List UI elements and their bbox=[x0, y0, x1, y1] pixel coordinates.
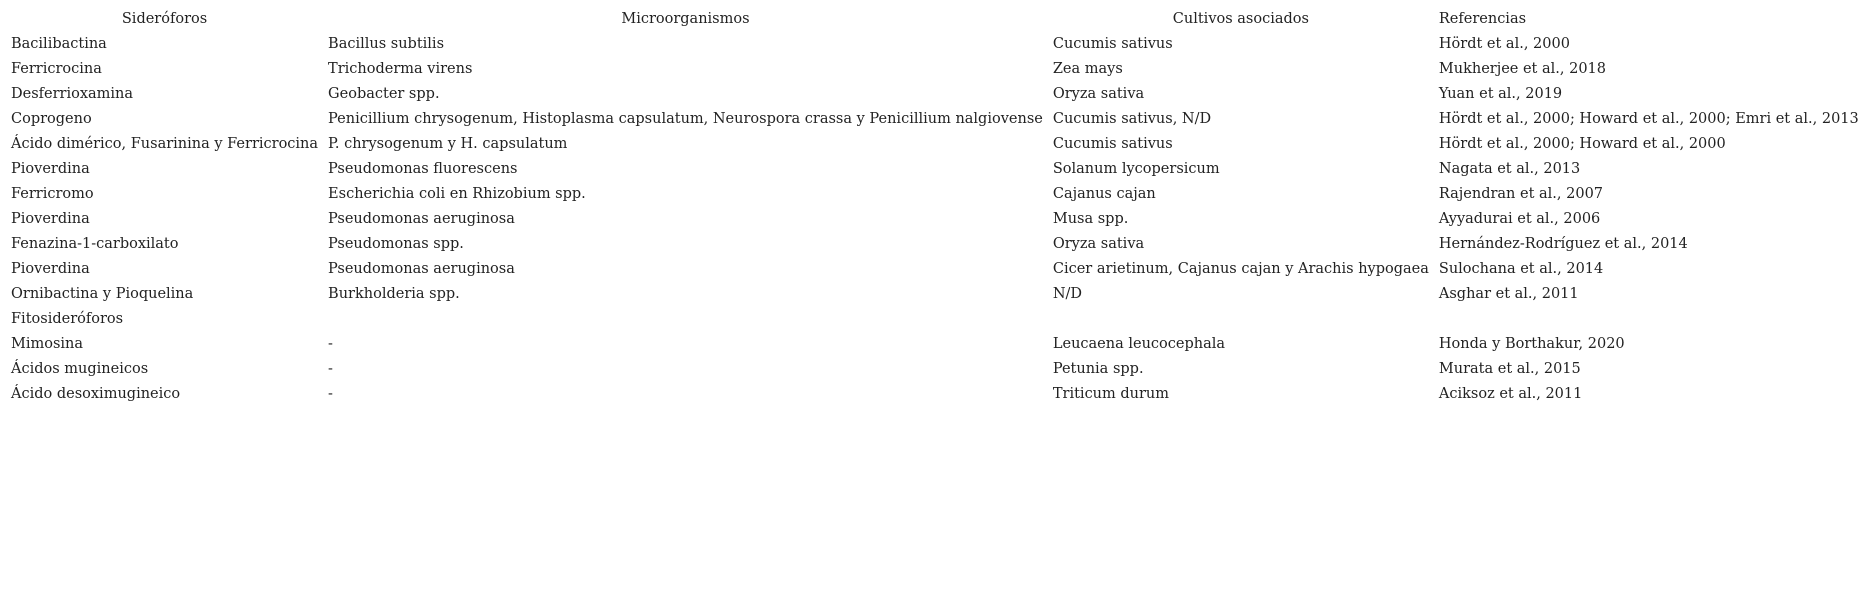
cell-referencia: Ayyadurai et al., 2006 bbox=[1438, 211, 1601, 227]
table-row bbox=[6, 57, 1864, 82]
cell-cultivo: Cucumis sativus bbox=[1052, 136, 1173, 152]
table-row bbox=[6, 357, 1864, 382]
cell-cultivo: Leucaena leucocephala bbox=[1052, 336, 1226, 352]
cell-microorganismo: Geobacter spp. bbox=[328, 86, 440, 102]
cell-microorganismo: P. chrysogenum y H. capsulatum bbox=[328, 136, 568, 152]
cell-cultivo: Solanum lycopersicum bbox=[1052, 161, 1220, 177]
table-row bbox=[6, 132, 1864, 157]
cell-microorganismo bbox=[323, 307, 1048, 332]
header-referencias: Referencias bbox=[1438, 11, 1527, 27]
cell-referencia: Hördt et al., 2000; Howard et al., 2000; Emri et al., 2013 bbox=[1438, 111, 1859, 127]
cell-sideroforo: Ornibactina y Pioquelina bbox=[11, 286, 194, 302]
cell-sideroforo: Desferrioxamina bbox=[11, 86, 134, 102]
cell-cultivo: Cucumis sativus, N/D bbox=[1052, 111, 1212, 127]
table-body bbox=[6, 32, 1864, 407]
table-header bbox=[6, 7, 1864, 32]
cell-sideroforo: Ferricromo bbox=[11, 186, 94, 202]
section-row-fitosideroforos bbox=[6, 307, 1864, 332]
cell-cultivo: N/D bbox=[1052, 286, 1083, 302]
cell-referencia: Aciksoz et al., 2011 bbox=[1438, 386, 1583, 402]
cell-sideroforo: Pioverdina bbox=[11, 261, 90, 277]
cell-microorganismo: Pseudomonas aeruginosa bbox=[328, 211, 515, 227]
cell-microorganismo: Bacillus subtilis bbox=[328, 36, 445, 52]
cell-referencia: Asghar et al., 2011 bbox=[1438, 286, 1579, 302]
cell-microorganismo: Pseudomonas spp. bbox=[328, 236, 464, 252]
table-row bbox=[6, 82, 1864, 107]
cell-cultivo: Cucumis sativus bbox=[1052, 36, 1173, 52]
cell-referencia bbox=[1434, 307, 1864, 332]
cell-cultivo: Zea mays bbox=[1052, 61, 1123, 77]
cell-referencia: Murata et al., 2015 bbox=[1438, 361, 1581, 377]
cell-cultivo: Musa spp. bbox=[1052, 211, 1129, 227]
cell-sideroforo: Coprogeno bbox=[11, 111, 92, 127]
siderophore-table bbox=[6, 7, 1864, 407]
cell-referencia: Yuan et al., 2019 bbox=[1438, 86, 1563, 102]
table-row bbox=[6, 232, 1864, 257]
cell-referencia: Hördt et al., 2000; Howard et al., 2000 bbox=[1438, 136, 1726, 152]
cell-microorganismo: - bbox=[328, 336, 333, 352]
cell-microorganismo: Escherichia coli en Rhizobium spp. bbox=[328, 186, 586, 202]
cell-sideroforo: Ácido dimérico, Fusarinina y Ferricrocina bbox=[11, 136, 319, 152]
table-row bbox=[6, 257, 1864, 282]
cell-microorganismo: Penicillium chrysogenum, Histoplasma capsulatum, Neurospora crassa y Penicillium nalgiovense bbox=[328, 111, 1043, 127]
cell-sideroforo: Mimosina bbox=[11, 336, 84, 352]
cell-microorganismo: - bbox=[328, 386, 333, 402]
section-label: Fitosideróforos bbox=[11, 311, 124, 327]
cell-microorganismo: Pseudomonas fluorescens bbox=[328, 161, 518, 177]
cell-sideroforo: Pioverdina bbox=[11, 161, 90, 177]
cell-microorganismo: - bbox=[328, 361, 333, 377]
cell-cultivo: Oryza sativa bbox=[1052, 236, 1145, 252]
table-row bbox=[6, 157, 1864, 182]
cell-microorganismo: Burkholderia spp. bbox=[328, 286, 460, 302]
header-microorganismos: Microorganismos bbox=[621, 11, 750, 27]
cell-cultivo: Cajanus cajan bbox=[1052, 186, 1156, 202]
header-row bbox=[6, 7, 1864, 32]
cell-sideroforo: Ácido desoximugineico bbox=[11, 386, 181, 402]
cell-referencia: Hernández-Rodríguez et al., 2014 bbox=[1438, 236, 1688, 252]
cell-cultivo: Oryza sativa bbox=[1052, 86, 1145, 102]
cell-referencia: Hördt et al., 2000 bbox=[1438, 36, 1570, 52]
header-cultivos: Cultivos asociados bbox=[1172, 11, 1309, 27]
cell-cultivo: Petunia spp. bbox=[1052, 361, 1144, 377]
cell-cultivo: Cicer arietinum, Cajanus cajan y Arachis hypogaea bbox=[1052, 261, 1429, 277]
cell-sideroforo: Pioverdina bbox=[11, 211, 90, 227]
table-row bbox=[6, 107, 1864, 132]
cell-sideroforo: Ácidos mugineicos bbox=[11, 361, 149, 377]
cell-referencia: Sulochana et al., 2014 bbox=[1438, 261, 1604, 277]
cell-cultivo bbox=[1048, 307, 1434, 332]
cell-referencia: Honda y Borthakur, 2020 bbox=[1438, 336, 1625, 352]
table-row bbox=[6, 207, 1864, 232]
table-row bbox=[6, 282, 1864, 307]
table-row bbox=[6, 182, 1864, 207]
cell-sideroforo: Ferricrocina bbox=[11, 61, 102, 77]
cell-cultivo: Triticum durum bbox=[1052, 386, 1170, 402]
header-sideroforos: Sideróforos bbox=[121, 11, 208, 27]
table-row bbox=[6, 32, 1864, 57]
cell-referencia: Rajendran et al., 2007 bbox=[1438, 186, 1604, 202]
cell-referencia: Nagata et al., 2013 bbox=[1438, 161, 1581, 177]
table-row bbox=[6, 382, 1864, 407]
table-row bbox=[6, 332, 1864, 357]
cell-sideroforo: Bacilibactina bbox=[11, 36, 107, 52]
cell-microorganismo: Pseudomonas aeruginosa bbox=[328, 261, 515, 277]
cell-referencia: Mukherjee et al., 2018 bbox=[1438, 61, 1607, 77]
cell-microorganismo: Trichoderma virens bbox=[328, 61, 473, 77]
cell-sideroforo: Fenazina-1-carboxilato bbox=[11, 236, 179, 252]
